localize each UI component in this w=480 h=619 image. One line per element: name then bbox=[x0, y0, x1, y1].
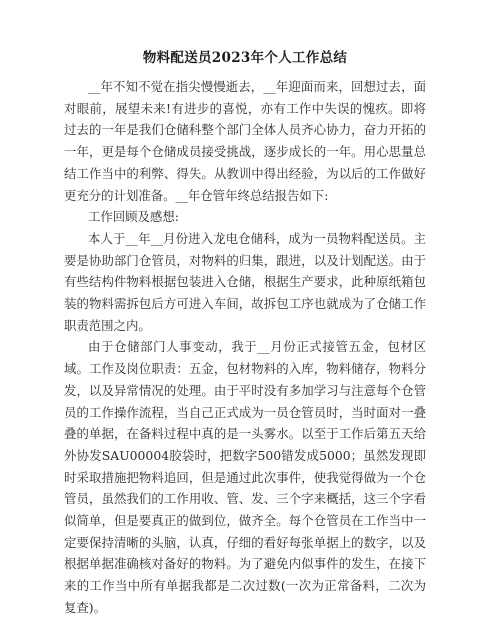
document-title: 物料配送员2023年个人工作总结 bbox=[142, 50, 348, 66]
body-paragraph-1: 本人于__年__月份进入龙电仓储科，成为一员物料配送员。主要是协助部门仓管员，对物料的归集，跟进，以及计划配送。由于有些结构件物料根据包装进入仓储，根据生产要求，此种原纸箱包装的物料需拆包后方可进入车间，故拆包工序也就成为了仓储工作职责范围之内。 bbox=[64, 230, 426, 333]
section-heading: 工作回顾及感想: bbox=[88, 209, 179, 225]
body-paragraph-2: 由于仓储部门人事变动，我于__月份正式接管五金，包材区域。工作及岗位职责：五金，包材物料的入库，物料储存，物料分发，以及异常情况的处理。由于平时没有多加学习与注意每个仓管员的工作操作流程，当自己正式成为一员仓管员时，当时面对一叠叠的单据，在备料过程中真的是一头雾水。以至于工作后第五天给外协发SAU00004胶袋时，把数字500错发成5000；虽然发现即时采取措施把物料追回，但是通过此次事件，使我觉得做为一个仓管员，虽然我们的工作用收、管、发、三个字来概括，这三个字看似简单，但是要真正的做到位，做齐全。每个仓管员在工作当中一定要保持清晰的头脑，认真，仔细的看好每张单据上的数字，以及根据单据准确核对备好的物料。为了避免内似事件的发生，在接下来的工作当中所有单据我都是二次过数(一次为正常备料，二次为复查)。 bbox=[64, 339, 426, 615]
intro-paragraph: __年不知不觉在指尖慢慢逝去，__年迎面而来，回想过去，面对眼前，展望未来!有进步的喜悦，亦有工作中失误的愧疚。即将过去的一年是我们仓储科整个部门全体人员齐心协力，奋力开拓的一年，更是每个仓储成员接受挑战，逐步成长的一年。用心思量总结工作当中的利弊、得失。从教训中得出经验，为以后的工作做好更充分的计划准备。__年仓管年终总结报告如下: bbox=[64, 79, 426, 203]
